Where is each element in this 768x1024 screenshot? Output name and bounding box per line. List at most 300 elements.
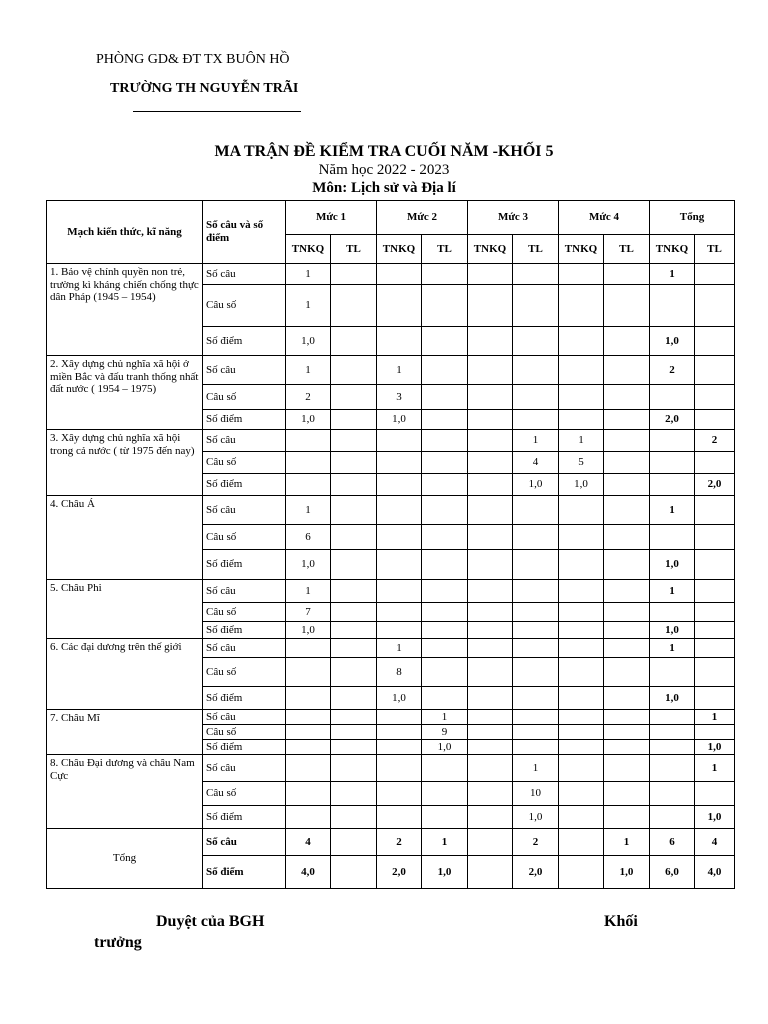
- value-cell: [604, 385, 650, 410]
- value-cell: 4: [513, 452, 559, 474]
- value-cell: 9: [422, 725, 468, 740]
- value-cell: [604, 474, 650, 496]
- header-tl: TL: [513, 235, 559, 264]
- measure-label: Câu số: [203, 525, 286, 550]
- value-cell: [604, 285, 650, 327]
- value-cell: 1: [513, 430, 559, 452]
- value-cell: [468, 603, 513, 622]
- value-cell: 1,0: [286, 410, 331, 430]
- topic-name: 6. Các đại dương trên thế giới: [47, 639, 203, 710]
- value-cell: [377, 474, 422, 496]
- value-cell: 1: [650, 580, 695, 603]
- measure-label: Câu số: [203, 658, 286, 687]
- value-cell: 2,0: [650, 410, 695, 430]
- value-cell: [695, 603, 735, 622]
- header-tnkq: TNKQ: [559, 235, 604, 264]
- value-cell: [695, 496, 735, 525]
- value-cell: [604, 755, 650, 782]
- office-name: PHÒNG GD& ĐT TX BUÔN HỒ: [96, 52, 290, 67]
- value-cell: [604, 525, 650, 550]
- value-cell: [422, 264, 468, 285]
- value-cell: 1: [695, 710, 735, 725]
- value-cell: [604, 639, 650, 658]
- measure-label: Số điểm: [203, 622, 286, 639]
- value-cell: [604, 710, 650, 725]
- table-row: [47, 639, 735, 658]
- value-cell: [559, 580, 604, 603]
- value-cell: [422, 525, 468, 550]
- header-measure: Số câu và số điểm: [203, 201, 286, 264]
- value-cell: [513, 658, 559, 687]
- value-cell: [422, 622, 468, 639]
- value-cell: 4: [695, 829, 735, 856]
- value-cell: [468, 806, 513, 829]
- value-cell: [468, 740, 513, 755]
- value-cell: [559, 264, 604, 285]
- value-cell: [695, 452, 735, 474]
- value-cell: [604, 410, 650, 430]
- value-cell: [468, 782, 513, 806]
- value-cell: [559, 710, 604, 725]
- value-cell: [377, 430, 422, 452]
- value-cell: [377, 264, 422, 285]
- measure-label: Số câu: [203, 496, 286, 525]
- header-tnkq: TNKQ: [286, 235, 331, 264]
- measure-label: Số điểm: [203, 327, 286, 356]
- value-cell: [695, 639, 735, 658]
- value-cell: 1,0: [604, 856, 650, 889]
- value-cell: 1,0: [650, 622, 695, 639]
- measure-label: Số điểm: [203, 856, 286, 889]
- value-cell: 1,0: [422, 740, 468, 755]
- value-cell: 1,0: [286, 550, 331, 580]
- value-cell: [604, 782, 650, 806]
- value-cell: [513, 327, 559, 356]
- value-cell: [331, 639, 377, 658]
- measure-label: Câu số: [203, 782, 286, 806]
- value-cell: [422, 687, 468, 710]
- measure-label: Số câu: [203, 264, 286, 285]
- value-cell: 4,0: [286, 856, 331, 889]
- value-cell: [331, 580, 377, 603]
- value-cell: [468, 580, 513, 603]
- value-cell: [604, 327, 650, 356]
- measure-label: Số điểm: [203, 806, 286, 829]
- value-cell: [331, 452, 377, 474]
- value-cell: 6,0: [650, 856, 695, 889]
- value-cell: [286, 740, 331, 755]
- value-cell: 1,0: [650, 687, 695, 710]
- value-cell: [559, 356, 604, 385]
- value-cell: [422, 580, 468, 603]
- value-cell: [559, 755, 604, 782]
- value-cell: 1,0: [286, 622, 331, 639]
- value-cell: [331, 327, 377, 356]
- table-row: [47, 755, 735, 782]
- table-row: [47, 580, 735, 603]
- value-cell: [377, 496, 422, 525]
- value-cell: [604, 658, 650, 687]
- table-row: [47, 430, 735, 452]
- value-cell: 2,0: [513, 856, 559, 889]
- value-cell: 2: [695, 430, 735, 452]
- value-cell: 1: [377, 639, 422, 658]
- value-cell: 1: [559, 430, 604, 452]
- value-cell: [695, 782, 735, 806]
- value-cell: [377, 550, 422, 580]
- value-cell: [513, 550, 559, 580]
- value-cell: [331, 755, 377, 782]
- topic-name: 2. Xây dựng chủ nghĩa xã hội ở miền Bắc và đấu tranh thống nhất đất nước ( 1954 – 1975): [47, 356, 203, 430]
- value-cell: [695, 658, 735, 687]
- value-cell: [695, 687, 735, 710]
- value-cell: [422, 410, 468, 430]
- value-cell: [331, 856, 377, 889]
- subject-title: Môn: Lịch sử và Địa lí: [312, 180, 456, 196]
- header-level-2: Mức 2: [377, 201, 468, 235]
- value-cell: [513, 525, 559, 550]
- value-cell: [604, 622, 650, 639]
- measure-label: Số câu: [203, 829, 286, 856]
- total-label: Tổng: [47, 829, 203, 889]
- value-cell: [513, 622, 559, 639]
- value-cell: [513, 603, 559, 622]
- table-row: [47, 710, 735, 725]
- value-cell: 2: [650, 356, 695, 385]
- value-cell: [331, 725, 377, 740]
- value-cell: [604, 740, 650, 755]
- value-cell: [513, 496, 559, 525]
- value-cell: [695, 410, 735, 430]
- value-cell: [422, 452, 468, 474]
- value-cell: [286, 658, 331, 687]
- value-cell: 2: [513, 829, 559, 856]
- value-cell: [422, 327, 468, 356]
- value-cell: [559, 327, 604, 356]
- approval-label: Duyệt của BGH: [156, 913, 265, 930]
- value-cell: [422, 474, 468, 496]
- value-cell: [559, 385, 604, 410]
- value-cell: [468, 550, 513, 580]
- value-cell: [331, 356, 377, 385]
- head-label-cont: trưởng: [94, 934, 142, 951]
- value-cell: [513, 264, 559, 285]
- value-cell: [468, 327, 513, 356]
- value-cell: [604, 356, 650, 385]
- value-cell: [604, 452, 650, 474]
- value-cell: [286, 430, 331, 452]
- value-cell: [695, 580, 735, 603]
- topic-name: 8. Châu Đại dương và châu Nam Cực: [47, 755, 203, 829]
- value-cell: [559, 603, 604, 622]
- measure-label: Câu số: [203, 285, 286, 327]
- value-cell: [468, 356, 513, 385]
- value-cell: 2: [377, 829, 422, 856]
- measure-label: Câu số: [203, 385, 286, 410]
- value-cell: [331, 622, 377, 639]
- value-cell: [604, 580, 650, 603]
- value-cell: [559, 658, 604, 687]
- measure-label: Số câu: [203, 356, 286, 385]
- value-cell: 6: [286, 525, 331, 550]
- measure-label: Câu số: [203, 603, 286, 622]
- measure-label: Số điểm: [203, 410, 286, 430]
- value-cell: [377, 452, 422, 474]
- value-cell: [650, 603, 695, 622]
- value-cell: 1,0: [286, 327, 331, 356]
- topic-name: 5. Châu Phi: [47, 580, 203, 639]
- value-cell: [286, 710, 331, 725]
- value-cell: 8: [377, 658, 422, 687]
- value-cell: [331, 430, 377, 452]
- value-cell: [468, 755, 513, 782]
- value-cell: [468, 687, 513, 710]
- value-cell: [331, 474, 377, 496]
- value-cell: [286, 474, 331, 496]
- school-name: TRƯỜNG TH NGUYỄN TRÃI: [110, 81, 299, 96]
- value-cell: [377, 603, 422, 622]
- value-cell: 2: [286, 385, 331, 410]
- topic-name: 4. Châu Á: [47, 496, 203, 580]
- value-cell: 1: [286, 580, 331, 603]
- value-cell: [559, 496, 604, 525]
- value-cell: [468, 410, 513, 430]
- value-cell: [422, 603, 468, 622]
- value-cell: [468, 385, 513, 410]
- value-cell: [650, 385, 695, 410]
- value-cell: [331, 782, 377, 806]
- value-cell: [286, 725, 331, 740]
- value-cell: 1: [650, 639, 695, 658]
- value-cell: 1: [513, 755, 559, 782]
- topic-name: 3. Xây dựng chủ nghĩa xã hội trong cả nước ( từ 1975 đến nay): [47, 430, 203, 496]
- value-cell: [422, 430, 468, 452]
- value-cell: 6: [650, 829, 695, 856]
- value-cell: 1: [695, 755, 735, 782]
- value-cell: [422, 496, 468, 525]
- value-cell: [695, 525, 735, 550]
- value-cell: [377, 806, 422, 829]
- value-cell: [468, 285, 513, 327]
- value-cell: [559, 782, 604, 806]
- value-cell: [604, 603, 650, 622]
- value-cell: [604, 550, 650, 580]
- value-cell: [468, 856, 513, 889]
- measure-label: Số câu: [203, 755, 286, 782]
- header-tnkq: TNKQ: [468, 235, 513, 264]
- value-cell: [513, 740, 559, 755]
- value-cell: [513, 639, 559, 658]
- value-cell: [695, 550, 735, 580]
- table-row: [47, 356, 735, 385]
- value-cell: [422, 755, 468, 782]
- value-cell: [331, 658, 377, 687]
- value-cell: [695, 285, 735, 327]
- value-cell: 1: [422, 829, 468, 856]
- value-cell: [331, 285, 377, 327]
- value-cell: [286, 452, 331, 474]
- header-level-1: Mức 1: [286, 201, 377, 235]
- value-cell: 3: [377, 385, 422, 410]
- value-cell: 1,0: [377, 410, 422, 430]
- value-cell: [695, 327, 735, 356]
- value-cell: [695, 725, 735, 740]
- value-cell: [695, 264, 735, 285]
- school-year: Năm học 2022 - 2023: [318, 162, 450, 178]
- value-cell: [468, 725, 513, 740]
- value-cell: [604, 687, 650, 710]
- value-cell: 1: [286, 264, 331, 285]
- value-cell: [650, 525, 695, 550]
- value-cell: 2,0: [695, 474, 735, 496]
- value-cell: 1,0: [650, 550, 695, 580]
- value-cell: [559, 740, 604, 755]
- value-cell: 7: [286, 603, 331, 622]
- table-row: [47, 496, 735, 525]
- value-cell: [377, 740, 422, 755]
- header-tnkq: TNKQ: [650, 235, 695, 264]
- table-row: [47, 264, 735, 285]
- value-cell: [331, 710, 377, 725]
- measure-label: Câu số: [203, 725, 286, 740]
- value-cell: 1: [286, 496, 331, 525]
- value-cell: 1,0: [559, 474, 604, 496]
- value-cell: [468, 264, 513, 285]
- value-cell: [331, 385, 377, 410]
- value-cell: 1,0: [513, 474, 559, 496]
- value-cell: [468, 622, 513, 639]
- header-tl: TL: [695, 235, 735, 264]
- value-cell: [650, 658, 695, 687]
- value-cell: 5: [559, 452, 604, 474]
- value-cell: 4: [286, 829, 331, 856]
- value-cell: [286, 687, 331, 710]
- value-cell: [422, 658, 468, 687]
- value-cell: [422, 285, 468, 327]
- value-cell: [468, 525, 513, 550]
- value-cell: [559, 285, 604, 327]
- value-cell: 1,0: [377, 687, 422, 710]
- measure-label: Số câu: [203, 639, 286, 658]
- measure-label: Số câu: [203, 710, 286, 725]
- measure-label: Số điểm: [203, 687, 286, 710]
- value-cell: 4,0: [695, 856, 735, 889]
- measure-label: Số điểm: [203, 474, 286, 496]
- measure-label: Câu số: [203, 452, 286, 474]
- value-cell: [422, 385, 468, 410]
- value-cell: [604, 430, 650, 452]
- value-cell: [650, 806, 695, 829]
- value-cell: [377, 580, 422, 603]
- exam-matrix-table: [46, 200, 735, 889]
- value-cell: [559, 550, 604, 580]
- value-cell: [559, 829, 604, 856]
- value-cell: [559, 856, 604, 889]
- value-cell: 1,0: [513, 806, 559, 829]
- value-cell: [377, 525, 422, 550]
- value-cell: [513, 410, 559, 430]
- value-cell: [513, 687, 559, 710]
- value-cell: [650, 430, 695, 452]
- value-cell: [468, 658, 513, 687]
- value-cell: 1,0: [695, 740, 735, 755]
- value-cell: [650, 474, 695, 496]
- value-cell: [331, 550, 377, 580]
- value-cell: [331, 829, 377, 856]
- value-cell: [286, 639, 331, 658]
- value-cell: [286, 755, 331, 782]
- value-cell: 1: [604, 829, 650, 856]
- value-cell: [650, 740, 695, 755]
- value-cell: [331, 687, 377, 710]
- value-cell: [559, 806, 604, 829]
- header-level-3: Mức 3: [468, 201, 559, 235]
- value-cell: [604, 264, 650, 285]
- value-cell: [422, 782, 468, 806]
- value-cell: [559, 687, 604, 710]
- value-cell: [513, 710, 559, 725]
- header-tl: TL: [331, 235, 377, 264]
- value-cell: [331, 806, 377, 829]
- header-tnkq: TNKQ: [377, 235, 422, 264]
- value-cell: [604, 725, 650, 740]
- value-cell: [286, 782, 331, 806]
- value-cell: [331, 410, 377, 430]
- value-cell: 1: [422, 710, 468, 725]
- document-title: MA TRẬN ĐỀ KIỂM TRA CUỐI NĂM -KHỐI 5: [214, 143, 554, 160]
- value-cell: [331, 740, 377, 755]
- value-cell: [468, 829, 513, 856]
- value-cell: [468, 430, 513, 452]
- topic-name: 7. Châu Mĩ: [47, 710, 203, 755]
- total-row: [47, 829, 735, 856]
- value-cell: [377, 725, 422, 740]
- value-cell: [377, 755, 422, 782]
- header-level-4: Mức 4: [559, 201, 650, 235]
- value-cell: [422, 806, 468, 829]
- header-tl: TL: [604, 235, 650, 264]
- value-cell: [559, 639, 604, 658]
- value-cell: [604, 496, 650, 525]
- value-cell: [377, 622, 422, 639]
- value-cell: [377, 710, 422, 725]
- value-cell: [513, 725, 559, 740]
- value-cell: [695, 356, 735, 385]
- value-cell: [468, 496, 513, 525]
- value-cell: [331, 525, 377, 550]
- value-cell: [650, 285, 695, 327]
- header-row-levels: [47, 201, 735, 235]
- value-cell: [650, 782, 695, 806]
- value-cell: [650, 452, 695, 474]
- value-cell: 1: [286, 356, 331, 385]
- header-underline: [133, 111, 301, 112]
- value-cell: [650, 755, 695, 782]
- value-cell: [513, 356, 559, 385]
- value-cell: [695, 385, 735, 410]
- value-cell: [513, 385, 559, 410]
- value-cell: 1,0: [695, 806, 735, 829]
- header-total: Tổng: [650, 201, 735, 235]
- measure-label: Số câu: [203, 430, 286, 452]
- value-cell: [604, 806, 650, 829]
- measure-label: Số điểm: [203, 740, 286, 755]
- value-cell: [377, 782, 422, 806]
- value-cell: 1: [377, 356, 422, 385]
- value-cell: [331, 264, 377, 285]
- measure-label: Số điểm: [203, 550, 286, 580]
- value-cell: [513, 285, 559, 327]
